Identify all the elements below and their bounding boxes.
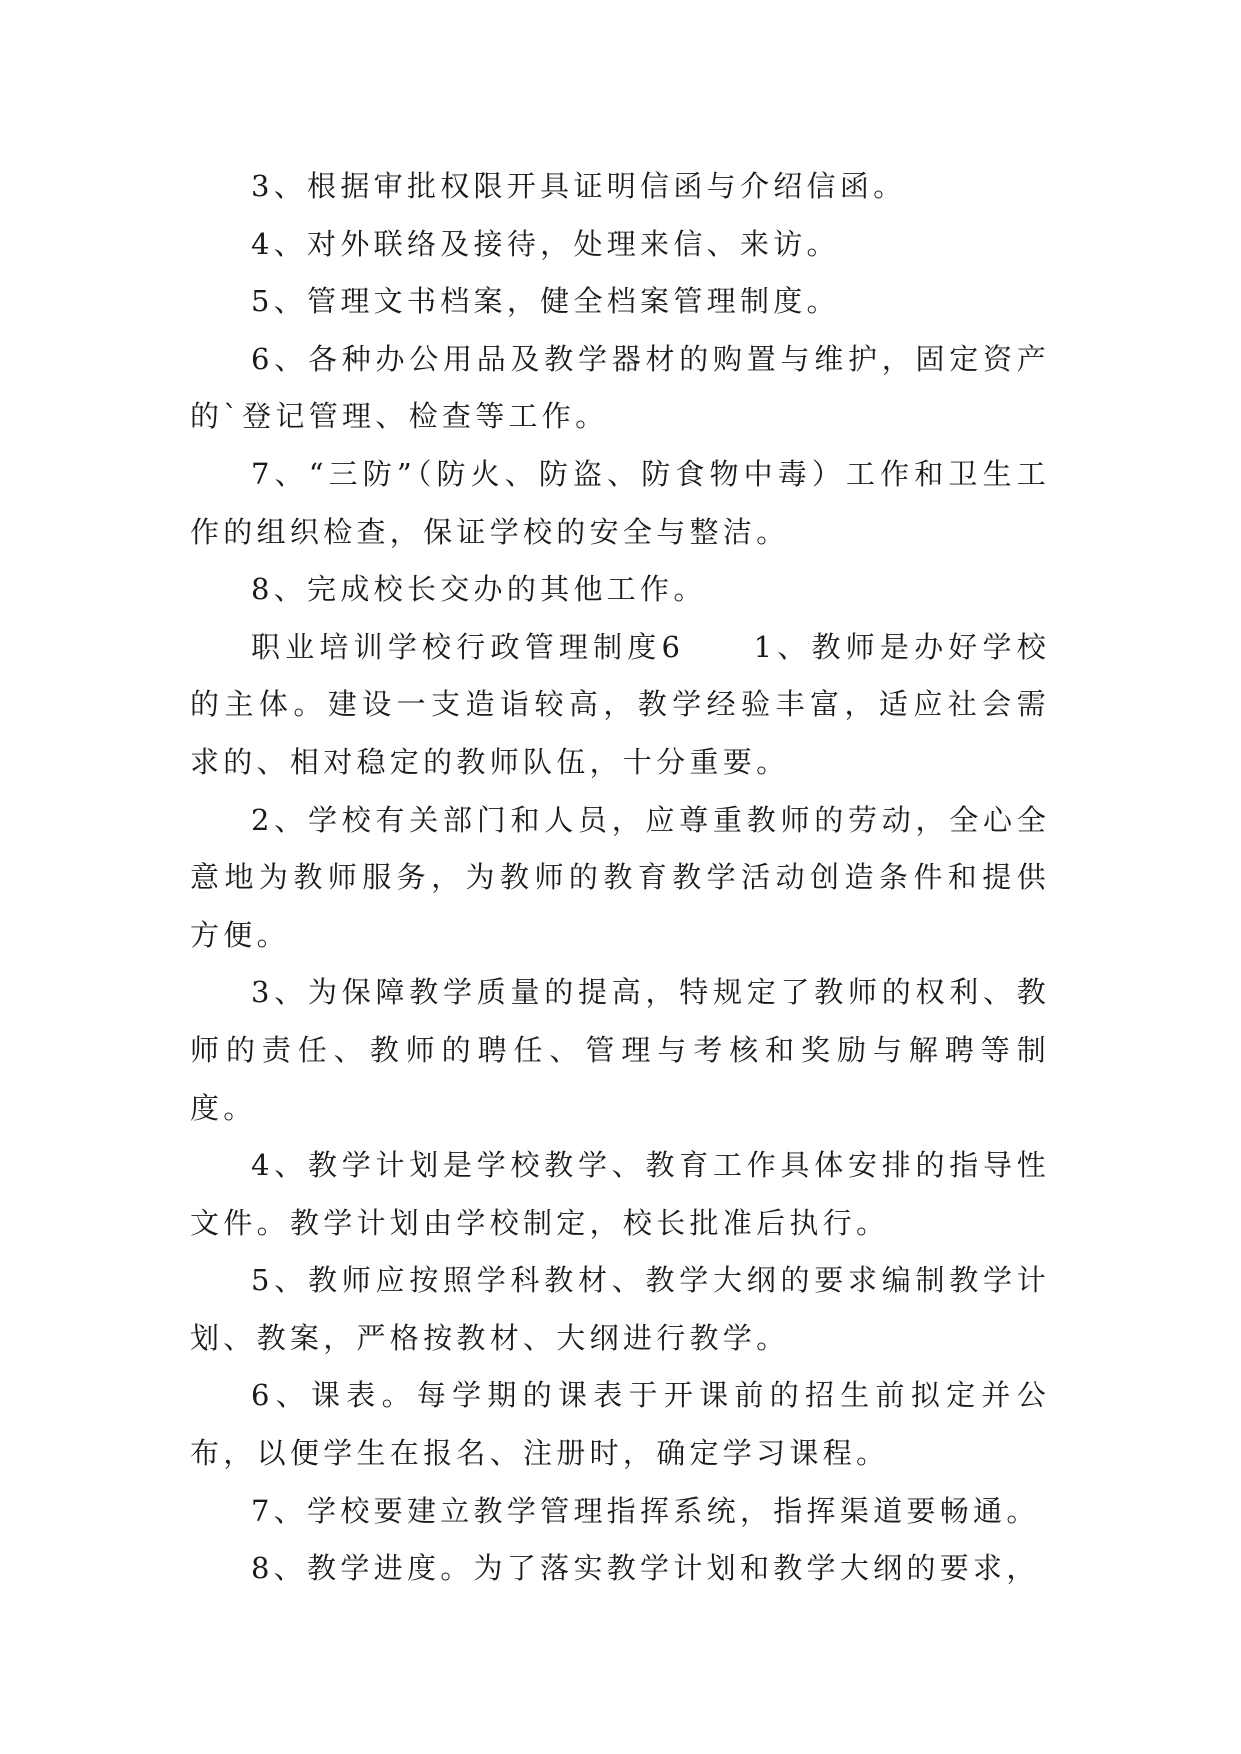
paragraph: 2、学校有关部门和人员，应尊重教师的劳动，全心全意地为教师服务，为教师的教育教学活动创造条件和提供方便。 <box>190 802 1050 952</box>
paragraph: 7、学校要建立教学管理指挥系统，指挥渠道要畅通。 <box>251 1493 1040 1528</box>
paragraph: 8、教学进度。为了落实教学计划和教学大纲的要求， <box>251 1551 1040 1586</box>
paragraph: 6、各种办公用品及教学器材的购置与维护，固定资产的`登记管理、检查等工作。 <box>190 341 1050 434</box>
paragraph: 4、教学计划是学校教学、教育工作具体安排的指导性文件。教学计划由学校制定，校长批准后执行。 <box>190 1148 1050 1240</box>
paragraph: 6、课表。每学期的课表于开课前的招生前拟定并公布，以便学生在报名、注册时，确定学习课程。 <box>190 1378 1050 1471</box>
paragraph: 3、为保障教学质量的提高，特规定了教师的权利、教师的责任、教师的聘任、管理与考核和奖励与解聘等制度。 <box>190 975 1050 1125</box>
paragraph: 5、管理文书档案，健全档案管理制度。 <box>251 284 840 319</box>
paragraph: 8、完成校长交办的其他工作。 <box>251 572 707 607</box>
section-paragraph: 职业培训学校行政管理制度6 1、教师是办好学校的主体。建设一支造诣较高，教学经验丰富，适应社会需求的、相对稳定的教师队伍，十分重要。 <box>190 629 1050 779</box>
paragraph: 7、“三防”（防火、防盗、防食物中毒）工作和卫生工作的组织检查，保证学校的安全与整洁。 <box>190 456 1050 549</box>
document-body <box>190 158 1050 1598</box>
paragraph: 5、教师应按照学科教材、教学大纲的要求编制教学计划、教案，严格按教材、大纲进行教学。 <box>190 1263 1050 1355</box>
paragraph: 3、根据审批权限开具证明信函与介绍信函。 <box>251 169 907 203</box>
paragraph: 4、对外联络及接待，处理来信、来访。 <box>251 226 840 261</box>
